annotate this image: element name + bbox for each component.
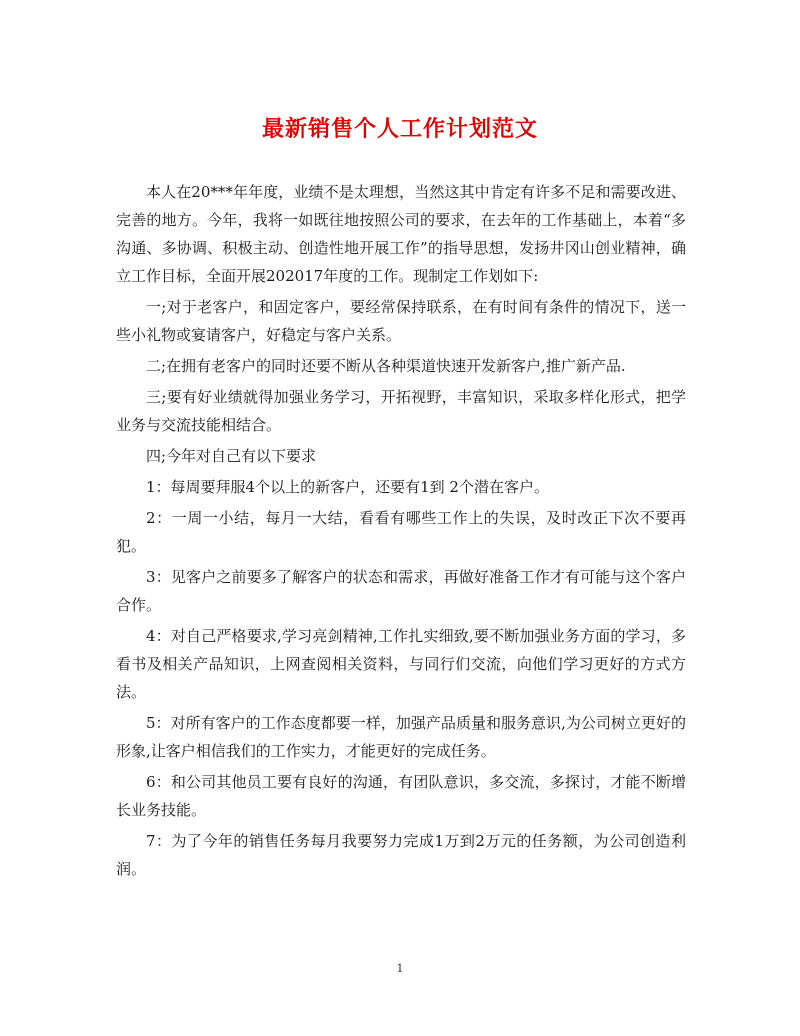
- document-title: 最新销售个人工作计划范文: [261, 117, 538, 142]
- paragraph-item-3: 三;要有好业绩就得加强业务学习，开拓视野，丰富知识，采取多样化形式，把学业务与交流技能相结合。: [116, 388, 686, 434]
- paragraph-requirement-6: 6：和公司其他员工要有良好的沟通，有团队意识，多交流，多探讨，才能不断增长业务技能。: [116, 773, 686, 819]
- paragraph-requirement-5: 5：对所有客户的工作态度都要一样，加强产品质量和服务意识,为公司树立更好的形象,让客户相信我们的工作实力，才能更好的完成任务。: [116, 714, 686, 760]
- paragraph-item-1: 一;对于老客户，和固定客户，要经常保持联系，在有时间有条件的情况下，送一些小礼物或宴请客户，好稳定与客户关系。: [116, 298, 686, 344]
- paragraph-requirement-2: 2：一周一小结，每月一大结，看看有哪些工作上的失误，及时改正下次不要再犯。: [116, 509, 686, 555]
- paragraph-item-2: 二;在拥有老客户的同时还要不断从各种渠道快速开发新客户,推广新产品.: [146, 357, 626, 375]
- paragraph-item-4: 四;今年对自己有以下要求: [146, 447, 317, 465]
- paragraph-requirement-4: 4：对自己严格要求,学习亮剑精神,工作扎实细致,要不断加强业务方面的学习，多看书及相关产品知识，上网查阅相关资料，与同行们交流，向他们学习更好的方式方法。: [116, 627, 686, 701]
- paragraph-requirement-1: 1：每周要拜服4个以上的新客户，还要有1到 2个潜在客户。: [146, 478, 549, 496]
- paragraph-requirement-3: 3：见客户之前要多了解客户的状态和需求，再做好准备工作才有可能与这个客户合作。: [116, 568, 686, 614]
- page-number: 1: [396, 962, 404, 975]
- paragraph-requirement-7: 7：为了今年的销售任务每月我要努力完成1万到2万元的任务额，为公司创造利润。: [116, 832, 686, 878]
- paragraph-intro: 本人在20***年年度，业绩不是太理想，当然这其中肯定有许多不足和需要改进、完善的地方。今年，我将一如既往地按照公司的要求，在去年的工作基础上，本着“多沟通、多协调、积极主动、创造性地开展工作”的指导思想，发扬井冈山创业精神，确立工作目标，全面开展202017年度的工作。现制定工作划如下:: [116, 183, 686, 285]
- document-body: [116, 178, 686, 886]
